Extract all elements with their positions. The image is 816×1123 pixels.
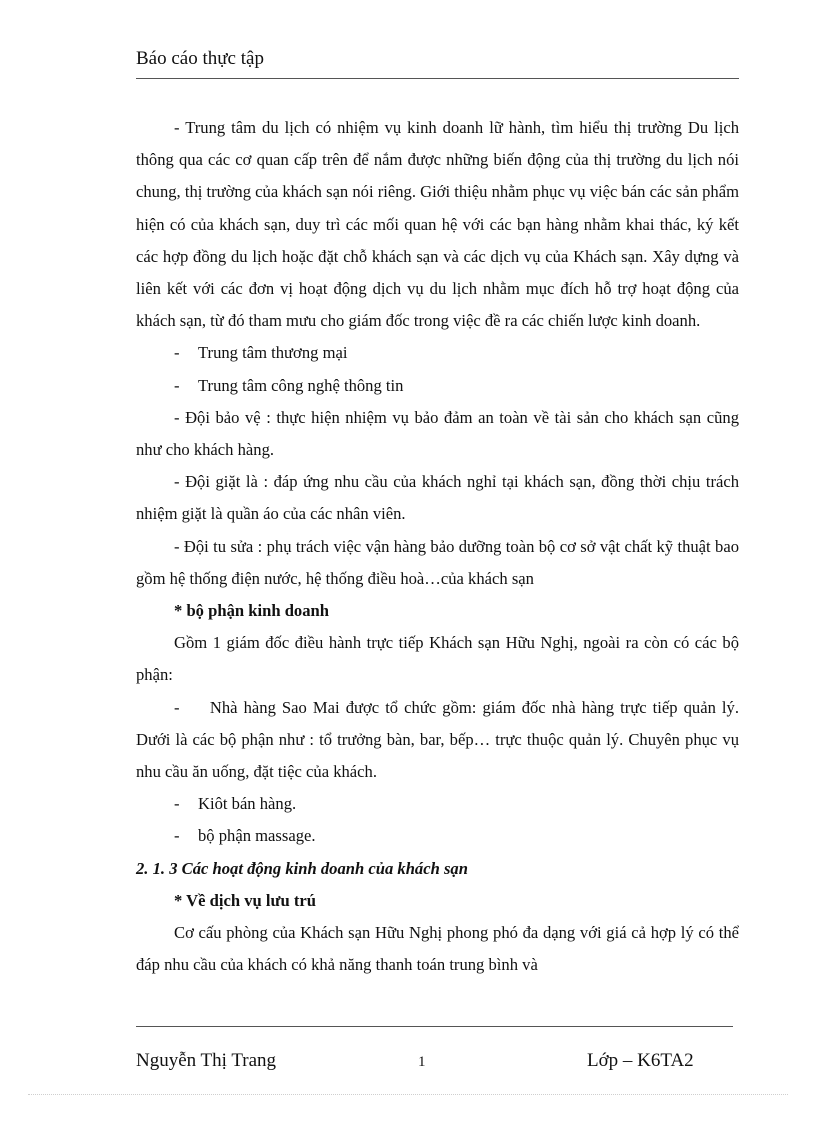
paragraph-security-team: - Đội bảo vệ : thực hiện nhiệm vụ bảo đảm an toàn về tài sản cho khách sạn cũng như cho khách hàng. — [136, 407, 739, 460]
section-heading-business-activities: 2. 1. 3 Các hoạt động kinh doanh của khách sạn — [136, 858, 468, 878]
footer-page-number: 1 — [418, 1054, 426, 1070]
paragraph-room-structure: Cơ cấu phòng của Khách sạn Hữu Nghị phong phó đa dạng với giá cả hợp lý có thể đáp nhu cầu của khách có khả năng thanh toán trung bình và — [136, 923, 739, 975]
dash-marker: - — [174, 697, 180, 717]
header-title: Báo cáo thực tập — [136, 48, 264, 69]
list-item-kiosk — [136, 788, 739, 820]
dash-marker: - — [174, 794, 180, 814]
document-body — [136, 112, 739, 981]
list-item-text: Trung tâm thương mại — [198, 343, 348, 363]
list-item-trade-center — [136, 337, 739, 369]
paragraph-laundry-team: - Đội giặt là : đáp ứng nhu cầu của khách nghỉ tại khách sạn, đồng thời chịu trách nhiệm giặt là quần áo của các nhân viên. — [136, 472, 739, 524]
page-bottom-border — [28, 1094, 788, 1095]
list-item-text: Trung tâm công nghệ thông tin — [198, 375, 404, 395]
list-item-it-center — [136, 370, 739, 402]
subheading-accommodation: * Về dịch vụ lưu trú — [174, 890, 316, 910]
list-item-text: Nhà hàng Sao Mai được tổ chức gồm: giám đốc nhà hàng trực tiếp quản lý. Dưới là các bộ phận như : tổ trưởng bàn, bar, bếp… trực thuộc quản lý. Chuyên phục vụ nhu cầu ăn uống, đặt tiệc của khách. — [136, 697, 739, 782]
list-item-text: Kiôt bán hàng. — [198, 794, 297, 814]
list-item-sao-mai-restaurant — [136, 692, 739, 789]
dash-marker: - — [174, 375, 180, 395]
header-divider — [136, 78, 739, 79]
paragraph-travel-center: - Trung tâm du lịch có nhiệm vụ kinh doanh lữ hành, tìm hiểu thị trường Du lịch thông qua các cơ quan cấp trên để nắm được những biến động của thị trường du lịch nói chung, thị trường của khách sạn nói riêng. Giới thiệu nhằm phục vụ việc bán các sản phẩm hiện có của khách sạn, duy trì các mối quan hệ với các bạn hàng nhằm khai thác, ký kết các hợp đồng du lịch hoặc đặt chỗ khách sạn và các dịch vụ của Khách sạn. Xây dựng và liên kết với các đơn vị hoạt động dịch vụ du lịch nhằm mục đích hỗ trợ hoạt động của khách sạn, từ đó tham mưu cho giám đốc trong việc đề ra các chiến lược kinh doanh. — [136, 118, 740, 331]
paragraph-repair-team: - Đội tu sửa : phụ trách việc vận hàng bảo dưỡng toàn bộ cơ sở vật chất kỹ thuật bao gồm hệ thống điện nước, hệ thống điều hoà…của khách sạn — [136, 536, 739, 588]
dash-marker: - — [174, 826, 180, 846]
paragraph-business-overview: Gồm 1 giám đốc điều hành trực tiếp Khách sạn Hữu Nghị, ngoài ra còn có các bộ phận: — [136, 633, 739, 685]
list-item-text: bộ phận massage. — [198, 826, 316, 846]
footer-author: Nguyễn Thị Trang — [136, 1050, 277, 1071]
subheading-business-department: * bộ phận kinh doanh — [174, 601, 329, 621]
footer-class: Lớp – K6TA2 — [587, 1050, 694, 1071]
list-item-massage — [136, 820, 739, 852]
dash-marker: - — [174, 343, 180, 363]
footer-divider — [136, 1026, 733, 1027]
